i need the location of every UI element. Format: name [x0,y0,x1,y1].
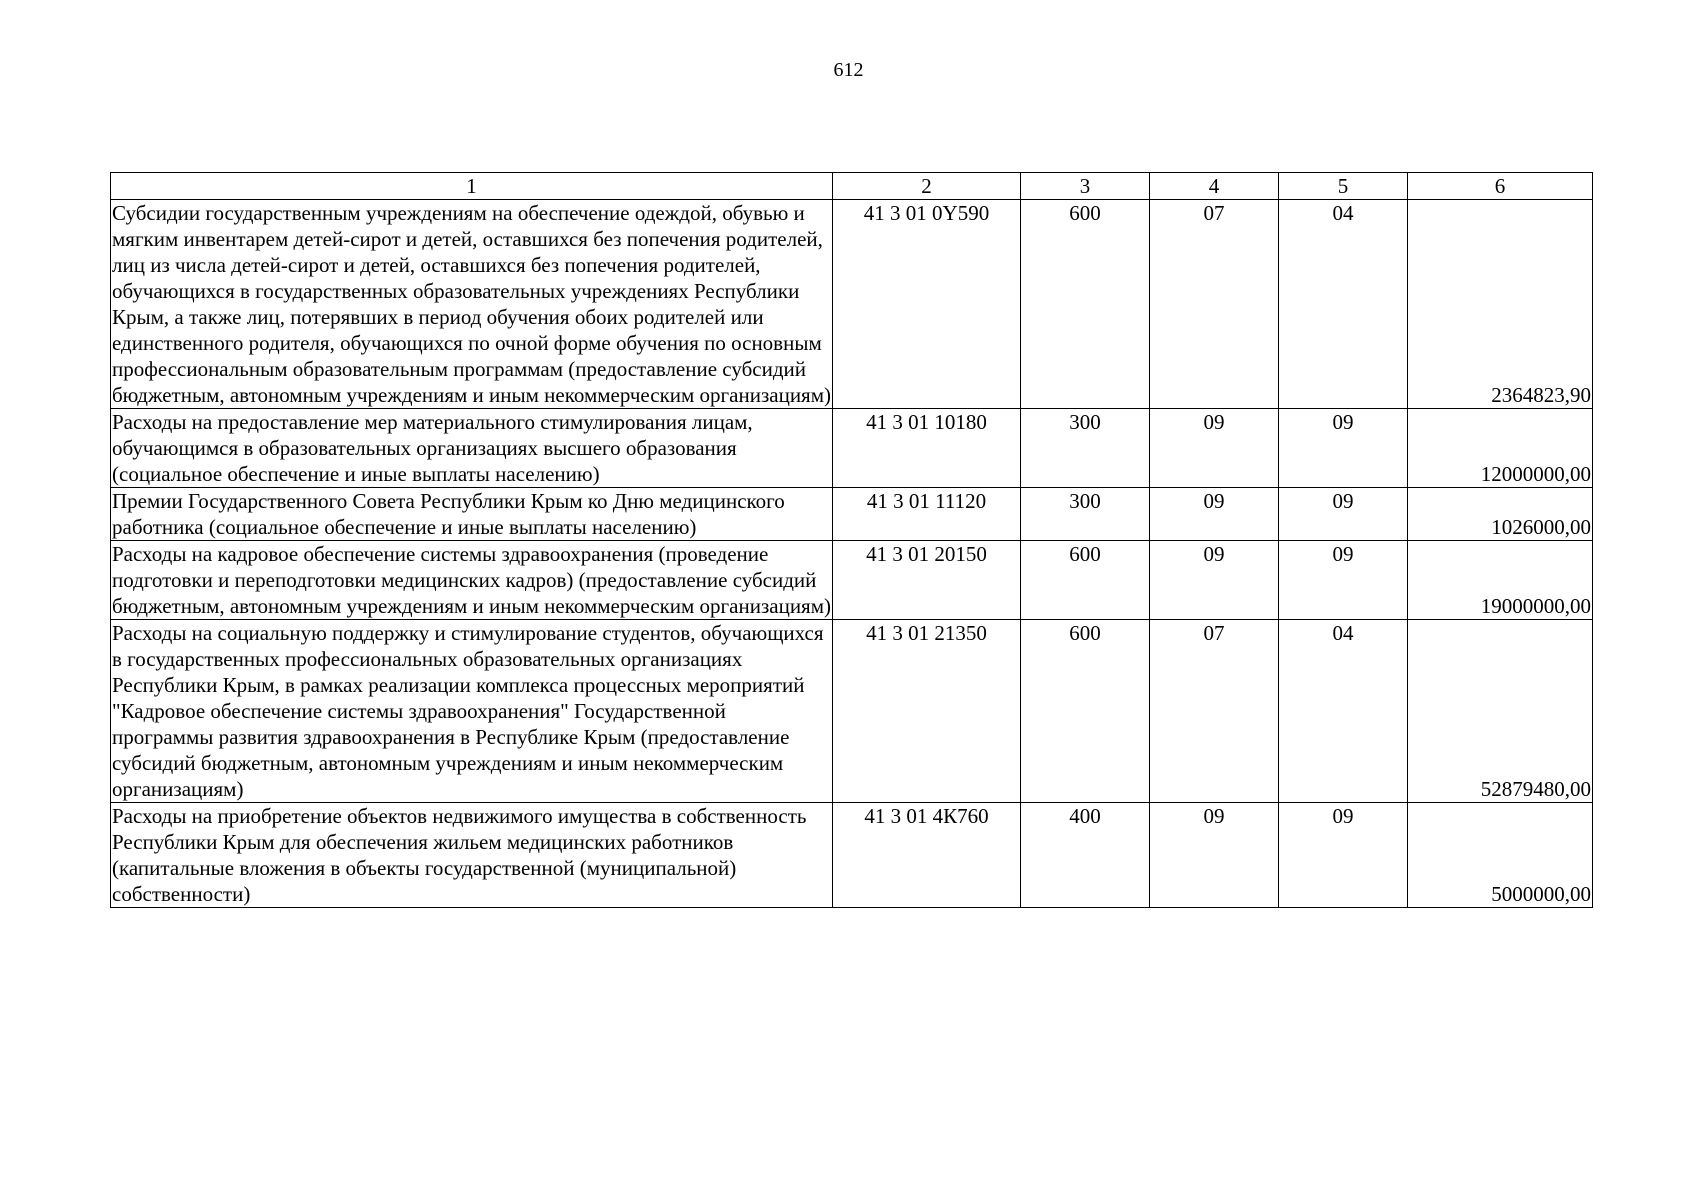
row-section: 09 [1150,409,1279,488]
table-row [111,488,1593,541]
column-header-4: 4 [1150,173,1279,200]
page-number: 612 [833,59,864,81]
row-expense-type: 300 [1021,488,1150,541]
row-amount: 5000000,00 [1408,803,1593,908]
table-header-row [111,173,1593,200]
row-expense-type: 600 [1021,200,1150,409]
row-subsection: 09 [1279,803,1408,908]
column-header-2: 2 [833,173,1021,200]
row-section: 07 [1150,620,1279,803]
row-description: Расходы на социальную поддержку и стимулирование студентов, обучающихся в государственных профессиональных образовательных организациях Республики Крым, в рамках реализации комплекса процессных мероприятий "Кадровое обеспечение системы здравоохранения" Государственной программы развития здравоохранения в Республике Крым (предоставление субсидий бюджетным, автономным учреждениям и иным некоммерческим организациям) [111,620,833,803]
row-amount: 52879480,00 [1408,620,1593,803]
table-row [111,620,1593,803]
row-section: 09 [1150,803,1279,908]
row-description: Субсидии государственным учреждениям на обеспечение одеждой, обувью и мягким инвентарем детей-сирот и детей, оставшихся без попечения родителей, лиц из числа детей-сирот и детей, оставшихся без попечения родителей, обучающихся в государственных образовательных учреждениях Республики Крым, а также лиц, потерявших в период обучения обоих родителей или единственного родителя, обучающихся по очной форме обучения по основным профессиональным образовательным программам (предоставление субсидий бюджетным, автономным учреждениям и иным некоммерческим организациям) [112,201,831,407]
row-subsection: 09 [1279,409,1408,488]
table-row [111,409,1593,488]
row-section: 09 [1150,488,1279,541]
row-section: 07 [1150,200,1279,409]
row-subsection: 09 [1279,488,1408,541]
column-header-1: 1 [111,173,833,200]
row-code: 41 3 01 0Y590 [833,200,1021,409]
row-subsection: 09 [1279,541,1408,620]
row-code: 41 3 01 11120 [833,488,1021,541]
row-description: Премии Государственного Совета Республики Крым ко Дню медицинского работника (социальное обеспечение и иные выплаты населению) [111,488,833,541]
row-expense-type: 300 [1021,409,1150,488]
row-code: 41 3 01 21350 [833,620,1021,803]
row-expense-type: 600 [1021,541,1150,620]
row-expense-type: 400 [1021,803,1150,908]
row-amount: 2364823,90 [1408,200,1593,409]
row-amount: 19000000,00 [1408,541,1593,620]
row-subsection: 04 [1279,200,1408,409]
row-code: 41 3 01 4К760 [833,803,1021,908]
column-header-5: 5 [1279,173,1408,200]
row-expense-type: 600 [1021,620,1150,803]
row-section: 09 [1150,541,1279,620]
column-header-3: 3 [1021,173,1150,200]
row-code: 41 3 01 10180 [833,409,1021,488]
row-amount: 1026000,00 [1408,488,1593,541]
row-description: Расходы на приобретение объектов недвижимого имущества в собственность Республики Крым для обеспечения жильем медицинских работников (капитальные вложения в объекты государственной (муниципальной) собственности) [111,803,833,908]
column-header-6: 6 [1408,173,1593,200]
budget-table [110,172,1593,908]
row-description: Расходы на кадровое обеспечение системы здравоохранения (проведение подготовки и переподготовки медицинских кадров) (предоставление субсидий бюджетным, автономным учреждениям и иным некоммерческим организациям) [112,542,831,618]
row-description: Расходы на предоставление мер материального стимулирования лицам, обучающимся в образовательных организациях высшего образования (социальное обеспечение и иные выплаты населению) [111,409,833,488]
row-subsection: 04 [1279,620,1408,803]
table-row [111,200,1593,409]
row-code: 41 3 01 20150 [833,541,1021,620]
row-amount: 12000000,00 [1408,409,1593,488]
table-row [111,541,1593,620]
table-row [111,803,1593,908]
